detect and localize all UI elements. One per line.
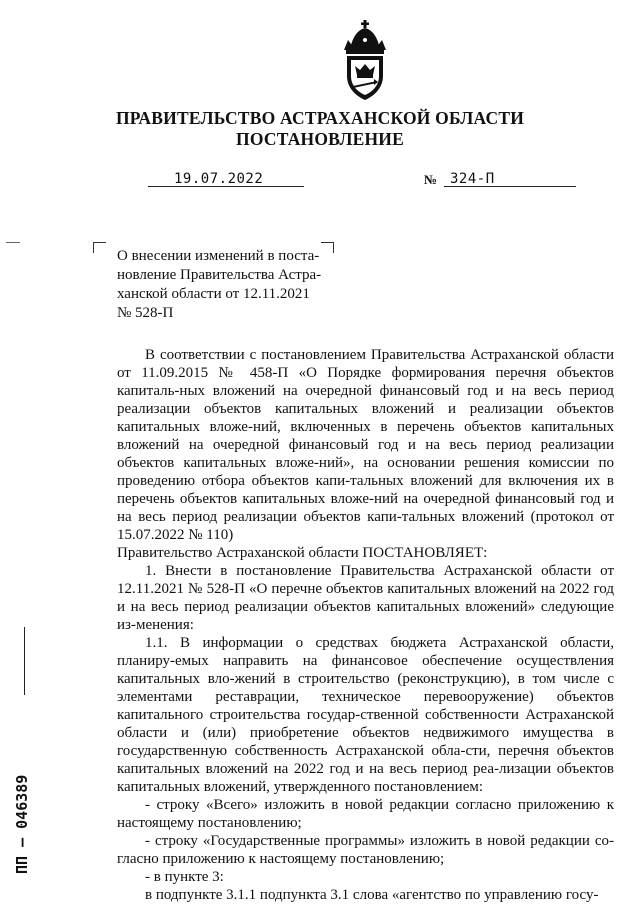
coat-of-arms-emblem xyxy=(340,20,390,102)
body-paragraph: 1. Внести в постановление Правительства Астраханской области от 12.11.2021 № 528-П «О перечне объектов капитальных вложений на 2022 год и на весь период реализации объектов капитальных вложений» следующие из-менения: xyxy=(117,563,614,633)
body-paragraph: - строку «Всего» изложить в новой редакции согласно приложению к настоящему постановлению; xyxy=(117,797,614,831)
fold-mark xyxy=(6,242,20,243)
number-underline xyxy=(444,186,576,187)
body-paragraph: 1.1. В информации о средствах бюджета Астраханской области, планиру-емых направить на финансовое обеспечение осуществления капитальных вло-жений в строительство (реконструкцию), в том числе с элементами реставрации, техническое перевооружение) объектов капитального строительства государ-ственной собственности Астраханской области и (или) приобретение объектов недвижимого имущества в государственную собственность Астраханской обла-сти, перечня объектов капитальных вложений на 2022 год и на весь период реа-лизации объектов капитальных вложений, утвержденного постановлением: xyxy=(117,635,614,795)
subject-line: новление Правительства Астра- xyxy=(117,267,322,283)
document-type: ПОСТАНОВЛЕНИЕ xyxy=(236,129,404,149)
margin-bar xyxy=(24,627,25,695)
body-paragraph: в подпункте 3.1.1 подпункта 3.1 слова «агентство по управлению госу- xyxy=(145,887,599,903)
body-paragraph: - в пункте 3: xyxy=(145,869,224,885)
document-number: 324-П xyxy=(450,171,495,187)
form-serial-number xyxy=(3,726,39,876)
number-label: № xyxy=(424,172,438,187)
body-paragraph: - строку «Государственные программы» изложить в новой редакции со-гласно приложению к настоящему постановлению; xyxy=(117,833,614,867)
serial-text: ПП – 046389 xyxy=(13,774,31,874)
document-body xyxy=(117,346,614,904)
organization-name: ПРАВИТЕЛЬСТВО АСТРАХАНСКОЙ ОБЛАСТИ xyxy=(115,108,525,128)
date-underline xyxy=(148,186,304,187)
document-date: 19.07.2022 xyxy=(174,171,264,187)
subject-line: № 528-П xyxy=(117,305,174,321)
body-paragraph: В соответствии с постановлением Правительства Астраханской области от 11.09.2015 № 458-П «О Порядке формирования перечня объектов капиталь-ных вложений на очередной финансовый год и на весь период реализации объектов капитальных вложений и реализации объектов капитальных вложе-ний, включенных в перечень объектов капитальных вложений на очередной финансовый год и на весь период реализации объектов капитальных вложе-ний», на основании решения комиссии по проведению отбора объектов капи-тальных вложений для включения их в перечень объектов капитальных вложе-ний на очередной финансовый год и на весь период реализации объектов капи-тальных вложений (протокол от 15.07.2022 № 110) xyxy=(117,347,614,543)
subject-line: О внесении изменений в поста- xyxy=(117,248,320,264)
subject-corner-left xyxy=(93,242,106,253)
subject-line: ханской области от 12.11.2021 xyxy=(117,286,310,302)
body-paragraph: Правительство Астраханской области ПОСТАНОВЛЯЕТ: xyxy=(117,545,488,561)
document-subject xyxy=(117,247,331,323)
